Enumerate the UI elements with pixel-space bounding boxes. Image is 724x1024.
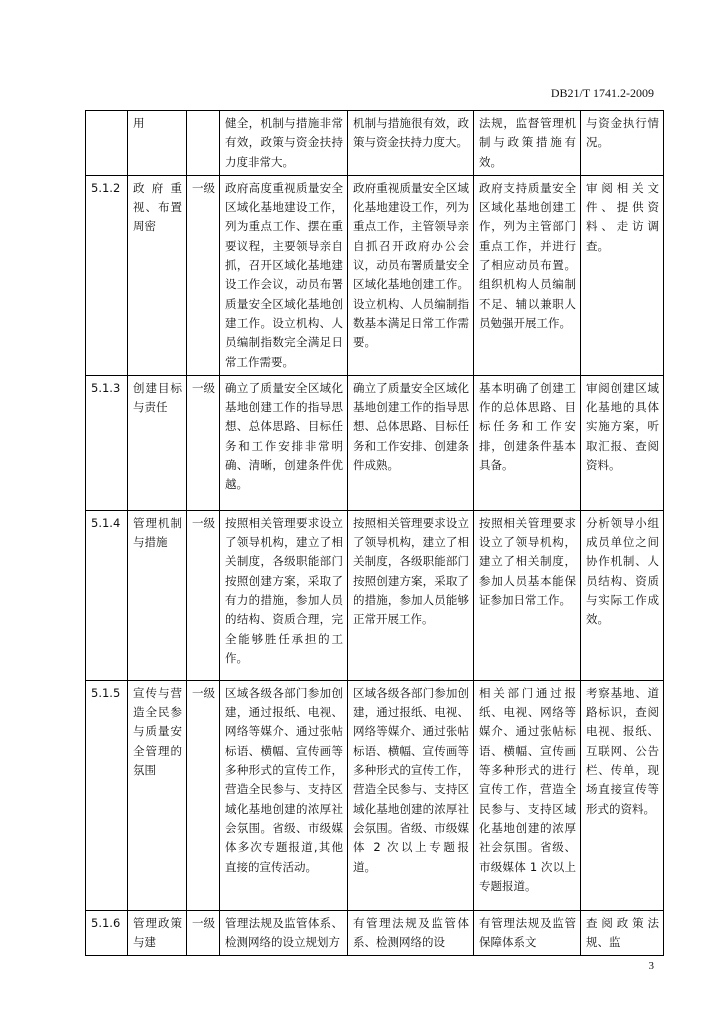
item-number <box>86 111 128 176</box>
evaluation-method: 分析领导小组成员单位之间协作机制、人员结构、资质与实际工作成效。 <box>581 510 664 680</box>
item-number: 5.1.6 <box>86 910 128 956</box>
table-row <box>86 375 664 510</box>
item-number: 5.1.2 <box>86 175 128 375</box>
item-level <box>187 111 220 176</box>
item-level: 一级 <box>187 175 220 375</box>
evaluation-method: 审阅创建区域化基地的具体实施方案，听取汇报、查阅资料。 <box>581 375 664 510</box>
item-number: 5.1.5 <box>86 680 128 910</box>
criteria-excellent: 区域各级各部门参加创建，通过报纸、电视、网络等媒介、通过张帖标语、横幅、宣传画等多种形式的宣传工作，营造全民参与、支持区域化基地创建的浓厚社会氛围。省级、市级媒体多次专题报道,其他直接的宣传活动。 <box>220 680 348 910</box>
standard-number: DB21/T 1741.2-2009 <box>550 86 654 100</box>
item-name: 管理政策与建 <box>128 910 187 956</box>
criteria-pass: 法规，监督管理机制与政策措施有效。 <box>474 111 581 176</box>
evaluation-method: 考察基地、道路标识，查阅电视、报纸、互联网、公告栏、传单，现场直接宣传等形式的资料。 <box>581 680 664 910</box>
item-level: 一级 <box>187 680 220 910</box>
item-name: 用 <box>128 111 187 176</box>
criteria-excellent: 按照相关管理要求设立了领导机构，建立了相关制度，各级职能部门按照创建方案，采取了有力的措施，参加人员的结构、资质合理，完全能够胜任承担的工作。 <box>220 510 348 680</box>
criteria-pass: 相关部门通过报纸、电视、网络等媒介、通过张帖标语、横幅、宣传画等多种形式的进行宣传工作，营造全民参与、支持区域化基地创建的浓厚社会氛围。省级、市级媒体 1 次以上专题报道。 <box>474 680 581 910</box>
page-number: 3 <box>648 960 654 972</box>
criteria-excellent: 确立了质量安全区域化基地创建工作的指导思想、总体思路、目标任务和工作安排非常明确、清晰，创建条件优越。 <box>220 375 348 510</box>
table-row <box>86 175 664 375</box>
table-row <box>86 111 664 176</box>
criteria-excellent: 健全，机制与措施非常有效，政策与资金扶持力度非常大。 <box>220 111 348 176</box>
criteria-good: 机制与措施很有效，政策与资金扶持力度大。 <box>348 111 474 176</box>
criteria-pass: 有管理法规及监管保障体系文 <box>474 910 581 956</box>
criteria-good: 有管理法规及监管体系、检测网络的设 <box>348 910 474 956</box>
criteria-pass: 政府支持质量安全区域化基地创建工作，列为主管部门重点工作，并进行了相应动员布置。组织机构人员编制不足、辅以兼职人员勉强开展工作。 <box>474 175 581 375</box>
item-number: 5.1.3 <box>86 375 128 510</box>
item-level: 一级 <box>187 910 220 956</box>
evaluation-method: 查阅政策法规、监 <box>581 910 664 956</box>
item-name: 管理机制与措施 <box>128 510 187 680</box>
evaluation-method: 与资金执行情况。 <box>581 111 664 176</box>
item-level: 一级 <box>187 375 220 510</box>
evaluation-method: 审阅相关文件、提供资料、走访调查。 <box>581 175 664 375</box>
criteria-pass: 基本明确了创建工作的总体思路、目标任务和工作安排，创建条件基本具备。 <box>474 375 581 510</box>
item-name: 政府重视、布置周密 <box>128 175 187 375</box>
criteria-excellent: 管理法规及监管体系、检测网络的设立规划方 <box>220 910 348 956</box>
table-row <box>86 510 664 680</box>
criteria-good: 区域各级各部门参加创建，通过报纸、电视、网络等媒介、通过张帖标语、横幅、宣传画等多种形式的宣传工作，营造全民参与、支持区域化基地创建的浓厚社会氛围。省级、市级媒体 2 次以上专题报道。 <box>348 680 474 910</box>
criteria-good: 确立了质量安全区域化基地创建工作的指导思想、总体思路、目标任务和工作安排、创建条件成熟。 <box>348 375 474 510</box>
table-row <box>86 910 664 956</box>
evaluation-table <box>85 110 664 956</box>
table-row <box>86 680 664 910</box>
item-name: 创建目标与责任 <box>128 375 187 510</box>
criteria-pass: 按照相关管理要求设立了领导机构，建立了相关制度，参加人员基本能保证参加日常工作。 <box>474 510 581 680</box>
item-level: 一级 <box>187 510 220 680</box>
item-name: 宣传与营造全民参与质量安全管理的氛围 <box>128 680 187 910</box>
criteria-good: 按照相关管理要求设立了领导机构，建立了相关制度，各级职能部门按照创建方案，采取了的措施，参加人员能够正常开展工作。 <box>348 510 474 680</box>
item-number: 5.1.4 <box>86 510 128 680</box>
criteria-excellent: 政府高度重视质量安全区域化基地建设工作，列为重点工作、摆在重要议程，主要领导亲自抓，召开区域化基地建设工作会议，动员布署质量安全区域化基地创建工作。设立机构、人员编制指数完全满足日常工作需要。 <box>220 175 348 375</box>
criteria-good: 政府重视质量安全区域化基地建设工作，列为重点工作，主管领导亲自抓召开政府办公会议，动员布署质量安全区域化基地创建工作。设立机构、人员编制指数基本满足日常工作需要。 <box>348 175 474 375</box>
